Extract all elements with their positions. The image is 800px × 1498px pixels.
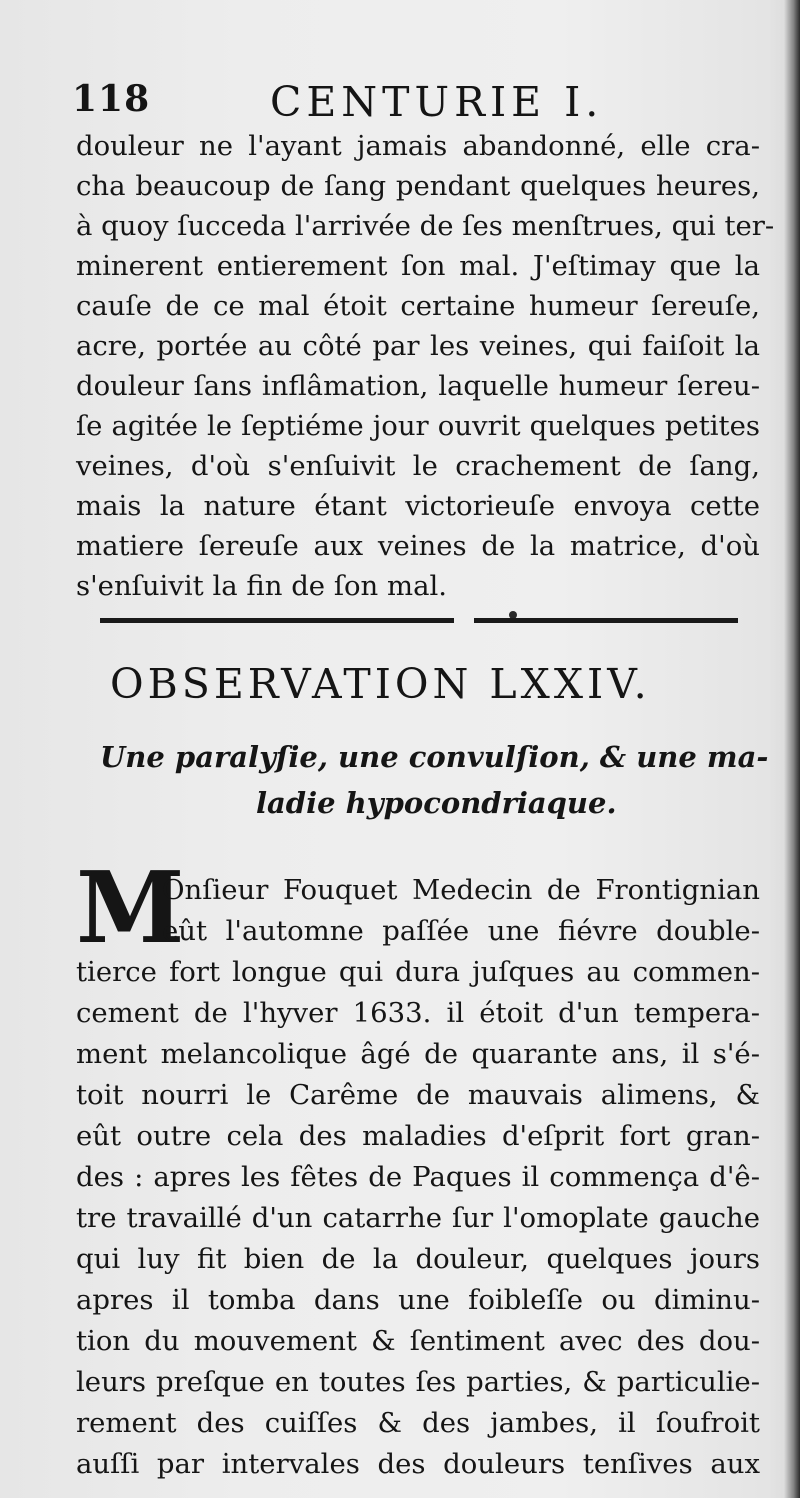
page-edge-shadow [784,0,800,1498]
text-line: matiere ſereuſe aux veines de la matrice, d'où [76,530,760,562]
text-line: leurs preſque en toutes ſes parties, & particulie- [76,1366,760,1398]
text-line: qui luy fit bien de la douleur, quelques jours [76,1243,760,1275]
page-header [72,78,712,126]
text-line: douleur ne l'ayant jamais abandonné, elle cra- [76,130,760,162]
text-line: mais la nature étant victorieuſe envoya cette [76,490,760,522]
drop-cap: M [76,851,185,966]
text-line: eût outre cela des maladies d'eſprit fort gran- [76,1120,760,1152]
text-line: tion du mouvement & ſentiment avec des dou- [76,1325,760,1357]
page-number: 118 [72,78,151,120]
text-line: douleur ſans inflâmation, laquelle humeur ſereu- [76,370,760,402]
text-line: ment melancolique âgé de quarante ans, il s'é- [76,1038,760,1070]
text-line: tierce fort longue qui dura juſques au commen- [76,956,760,988]
text-line: rement des cuiſſes & des jambes, il ſoufroit [76,1407,760,1439]
observation-subtitle-line-2: ladie hypocondriaque. [256,786,617,820]
section-divider-right [474,618,738,623]
text-line: acre, portée au côté par les veines, qui faiſoit la [76,330,760,362]
text-line: toit nourri le Carême de mauvais alimens, & [76,1079,760,1111]
text-line: ſe agitée le ſeptiéme jour ouvrit quelques petites [76,410,760,442]
text-line: Onſieur Fouquet Medecin de Frontignian [162,874,760,906]
text-line: apres il tomba dans une foibleſſe ou diminu- [76,1284,760,1316]
observation-title: OBSERVATION LXXIV. [110,660,651,708]
observation-subtitle-line-1: Une paralyſie, une convulſion, & une ma- [100,740,769,774]
text-line: cauſe de ce mal étoit certaine humeur ſereuſe, [76,290,760,322]
text-line: minerent entierement ſon mal. J'eſtimay que la [76,250,760,282]
running-title: CENTURIE I. [270,78,604,126]
text-line: des : apres les fêtes de Paques il commença d'ê- [76,1161,760,1193]
text-line: tre travaillé d'un catarrhe ſur l'omoplate gauche [76,1202,760,1234]
text-line: s'enſuivit la fin de ſon mal. [76,570,448,602]
text-line: veines, d'où s'enſuivit le crachement de ſang, [76,450,760,482]
text-line: à quoy ſucceda l'arrivée de ſes menſtrues, qui ter- [76,210,775,242]
section-divider-left [100,618,454,623]
text-line: eût l'automne paſſée une fiévre double- [162,915,760,947]
text-line: cha beaucoup de ſang pendant quelques heures, [76,170,760,202]
text-line: cement de l'hyver 1633. il étoit d'un tempera- [76,997,760,1029]
text-line: auſſi par intervales des douleurs tenſives aux [76,1448,760,1480]
